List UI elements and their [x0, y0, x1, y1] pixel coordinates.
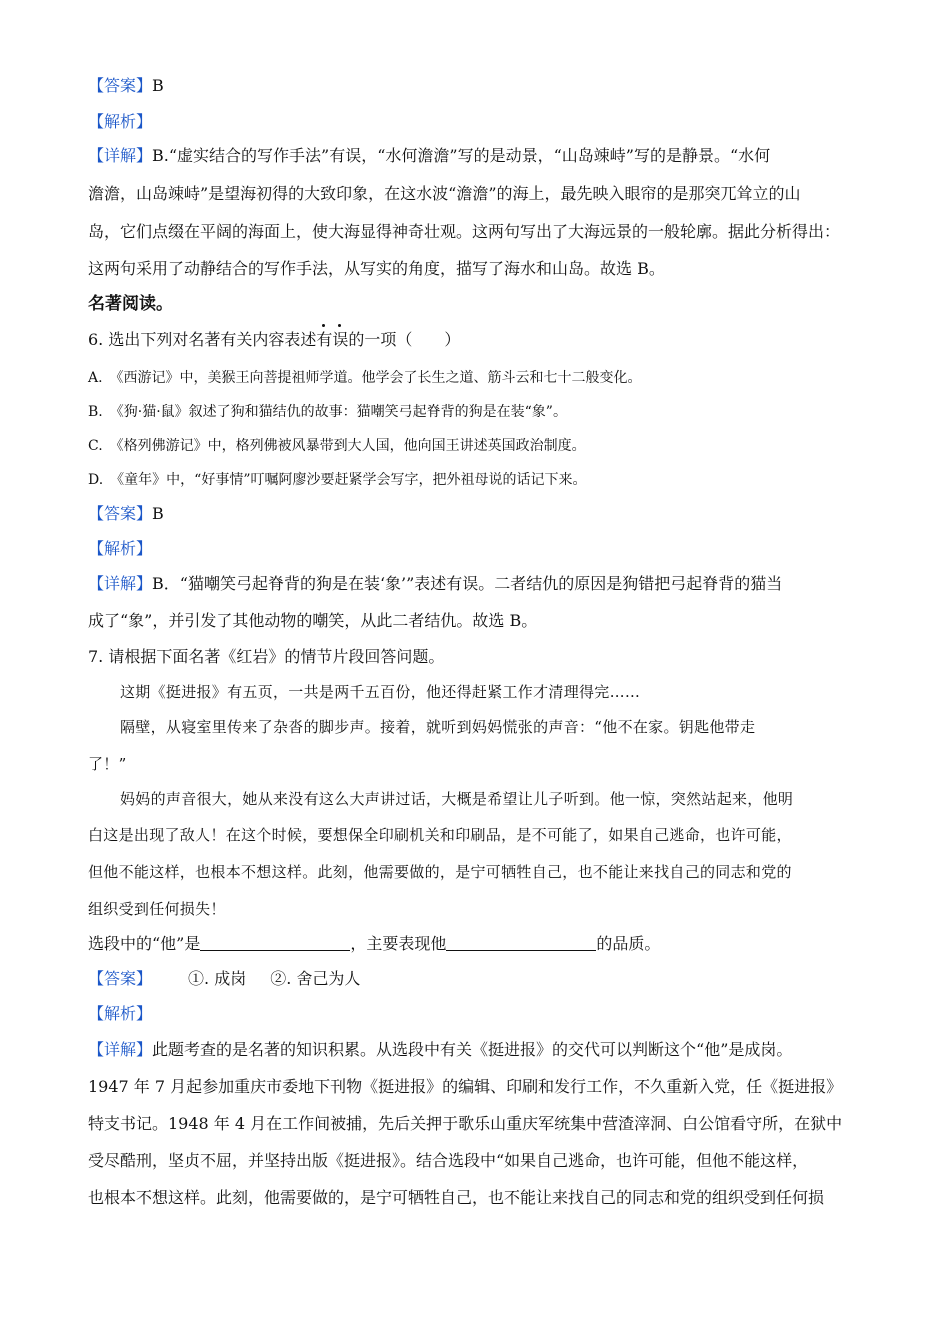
q6-detail-line-1	[88, 574, 868, 594]
q7-answer-label: 【答案】	[88, 969, 153, 988]
q5-detail-text-1: B.“虚实结合的写作手法”有误，“水何澹澹”写的是动景，“山岛竦峙”写的是静景。“水何	[152, 146, 771, 165]
q7-question-part-2: ，主要表现他	[350, 934, 447, 953]
q6-stem-emphasis: 有误	[316, 330, 348, 349]
q7-detail-label: 【详解】	[88, 1040, 153, 1059]
q6-answer-row	[88, 504, 868, 524]
q7-question	[88, 934, 868, 954]
q5-answer-label: 【答案】	[88, 76, 153, 95]
q7-answer-2: ②. 舍己为人	[270, 969, 361, 988]
q7-detail-line-3: 特支书记。1948 年 4 月在工作间被捕，先后关押于歌乐山重庆军统集中营渣滓洞、白公馆看守所，在狱中	[88, 1114, 843, 1133]
q7-passage-line-7: 组织受到任何损失！	[88, 900, 226, 918]
q6-option-d: D. 《童年》中，“好事情”叮嘱阿廖沙要赶紧学会写字，把外祖母说的话记下来。	[88, 472, 587, 488]
q7-analysis-label: 【解析】	[88, 1004, 153, 1023]
q7-detail-line-5: 也根本不想这样。此刻，他需要做的，是宁可牺牲自己，也不能让来找自己的同志和党的组织受到任何损	[88, 1188, 825, 1207]
q7-answer-row	[88, 969, 868, 989]
q6-detail-text-1: B．“猫嘲笑弓起脊背的狗是在装‘象’”表述有误。二者结仇的原因是狗错把弓起脊背的猫当	[152, 574, 783, 593]
q7-blank-1	[200, 934, 350, 951]
q7-blank-2	[446, 934, 596, 951]
q7-passage-line-4: 妈妈的声音很大，她从来没有这么大声讲过话，大概是希望让儿子听到。他一惊，突然站起来，他明	[120, 790, 794, 808]
q7-question-part-3: 的品质。	[596, 934, 661, 953]
q5-detail-line-4: 这两句采用了动静结合的写作手法，从写实的角度，描写了海水和山岛。故选 B。	[88, 259, 665, 278]
q7-passage-line-2: 隔壁，从寝室里传来了杂沓的脚步声。接着，就听到妈妈慌张的声音：“他不在家。钥匙他带走	[120, 718, 756, 736]
q6-stem-prefix: 6. 选出下列对名著有关内容表述	[88, 330, 317, 349]
q6-option-c: C. 《格列佛游记》中，格列佛被风暴带到大人国，他向国王讲述英国政治制度。	[88, 438, 586, 454]
q7-passage-line-5: 白这是出现了敌人！在这个时候，要想保全印刷机关和印刷品，是不可能了，如果自己逃命，也许可能，	[88, 826, 792, 844]
q6-stem	[88, 330, 868, 350]
q5-detail-line-2: 澹澹，山岛竦峙”是望海初得的大致印象，在这水波“澹澹”的海上，最先映入眼帘的是那突兀耸立的山	[88, 184, 801, 203]
q7-detail-line-2: 1947 年 7 月起参加重庆市委地下刊物《挺进报》的编辑、印刷和发行工作，不久重新入党，任《挺进报》	[88, 1077, 843, 1096]
q6-option-b: B. 《狗·猫·鼠》叙述了狗和猫结仇的故事：猫嘲笑弓起脊背的狗是在装“象”。	[88, 404, 567, 420]
q5-detail-label: 【详解】	[88, 146, 153, 165]
q5-answer-row	[88, 76, 868, 96]
q7-passage-line-1: 这期《挺进报》有五页，一共是两千五百份，他还得赶紧工作才清理得完……	[120, 683, 641, 701]
q5-analysis-label: 【解析】	[88, 112, 153, 131]
q6-detail-label: 【详解】	[88, 574, 153, 593]
q6-answer-value: B	[152, 504, 164, 523]
q7-detail-line-1	[88, 1040, 868, 1060]
q7-passage-line-3: 了！”	[88, 755, 127, 773]
q7-question-part-1: 选段中的“他”是	[88, 934, 201, 953]
q6-analysis-label: 【解析】	[88, 539, 153, 558]
q6-answer-label: 【答案】	[88, 504, 153, 523]
q6-detail-line-2: 成了“象”，并引发了其他动物的嘲笑，从此二者结仇。故选 B。	[88, 611, 538, 630]
q5-answer-value: B	[152, 76, 164, 95]
q7-detail-line-4: 受尽酷刑，坚贞不屈，并坚持出版《挺进报》。结合选段中“如果自己逃命，也许可能，但他不能这样，	[88, 1151, 809, 1170]
section-title: 名著阅读。	[88, 294, 173, 314]
q7-detail-text-1: 此题考查的是名著的知识积累。从选段中有关《挺进报》的交代可以判断这个“他”是成岗。	[152, 1040, 793, 1059]
q5-detail-line-3: 岛，它们点缀在平阔的海面上，使大海显得神奇壮观。这两句写出了大海远景的一般轮廓。据此分析得出：	[88, 222, 841, 241]
q7-answer-1: ①. 成岗	[188, 969, 247, 988]
q5-detail-line-1	[88, 146, 868, 166]
q6-stem-suffix: 的一项（ ）	[348, 330, 461, 349]
q6-option-a: A. 《西游记》中，美猴王向菩提祖师学道。他学会了长生之道、筋斗云和七十二般变化。	[88, 370, 642, 386]
q7-stem: 7. 请根据下面名著《红岩》的情节片段回答问题。	[88, 647, 445, 666]
q7-passage-line-6: 但他不能这样，也根本不想这样。此刻，他需要做的，是宁可牺牲自己，也不能让来找自己的同志和党的	[88, 863, 792, 881]
